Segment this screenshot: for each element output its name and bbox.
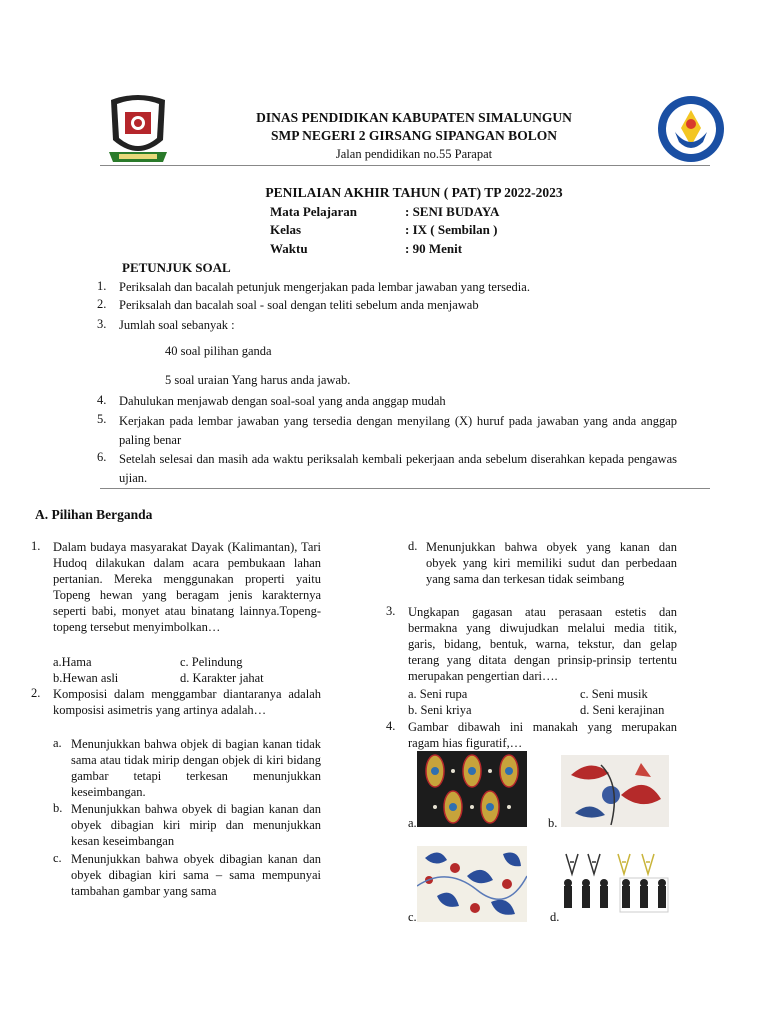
option-d: d. Seni kerajinan: [580, 703, 665, 717]
school-address: Jalan pendidikan no.55 Parapat: [335, 147, 493, 161]
option-text: Menunjukkan bahwa obyek dibagian kanan dan obyek dibagian kiri sama – sama mempunyai tambahan gambar yang sama: [71, 852, 321, 898]
option-b: b. Seni kriya: [408, 703, 472, 717]
bullet-item: 40 soal pilihan ganda: [165, 344, 272, 358]
list-item: Setelah selesai dan masih ada waktu periksalah kembali pekerjaan anda sebelum diserahkan kepada pengawas ujian.: [119, 452, 677, 485]
motif-image-b: [561, 755, 669, 827]
list-item-number: 5.: [97, 412, 107, 426]
field-value-subject: : SENI BUDAYA: [405, 204, 500, 219]
field-value-time: : 90 Menit: [405, 241, 463, 256]
section-heading: A. Pilihan Berganda: [35, 507, 153, 522]
motif-image-c: [417, 846, 527, 922]
header-divider: [100, 165, 710, 166]
option-a: a.Hama: [53, 655, 92, 669]
list-item: Periksalah dan bacalah petunjuk mengerjakan pada lembar jawaban yang tersedia.: [119, 280, 530, 294]
image-label-b: b.: [548, 816, 558, 830]
list-item-number: 2.: [97, 297, 107, 311]
field-value-class: : IX ( Sembilan ): [405, 222, 498, 237]
list-item-number: 3.: [97, 317, 107, 331]
image-label-c: c.: [408, 910, 417, 924]
question-text: Komposisi dalam menggambar diantaranya adalah komposisi asimetris yang artinya adalah…: [53, 687, 321, 717]
agency-name: DINAS PENDIDIKAN KABUPATEN SIMALUNGUN: [256, 110, 572, 125]
option-text: Menunjukkan bahwa objek di bagian kanan tidak sama atau tidak mirip dengan objek di kiri bidang gambar tetapi terkesan menunjukkan keseimbangan.: [71, 737, 321, 799]
instructions-heading: PETUNJUK SOAL: [122, 260, 231, 275]
list-item-number: 6.: [97, 450, 107, 464]
list-item-number: 4.: [97, 393, 107, 407]
instructions-divider: [100, 488, 710, 489]
question-text: Gambar dibawah ini manakah yang merupakan ragam hias figuratif,…: [408, 720, 677, 750]
list-item: Jumlah soal sebanyak :: [119, 318, 235, 332]
list-item: Dahulukan menjawab dengan soal-soal yang anda anggap mudah: [119, 394, 446, 408]
motif-image-d: [558, 846, 673, 922]
option-key: d.: [408, 539, 418, 553]
motif-image-a: [417, 751, 527, 827]
question-number: 3.: [386, 604, 396, 618]
list-item-number: 1.: [97, 279, 107, 293]
question-number: 1.: [31, 539, 41, 553]
option-text: Menunjukkan bahwa obyek yang kanan dan obyek yang kiri memiliki sudut dan perbedaan yang sama dan terkesan tidak seimbang: [426, 540, 677, 586]
bullet-item: 5 soal uraian Yang harus anda jawab.: [165, 373, 351, 387]
option-key: c.: [53, 851, 62, 865]
school-name: SMP NEGERI 2 GIRSANG SIPANGAN BOLON: [271, 128, 557, 143]
question-text: Ungkapan gagasan atau perasaan estetis dan bermakna yang diwujudkan melalui media titik, garis, bidang, bentuk, warna, tekstur, dan gelap terang yang ditata dengan prinsip-prinsip tertentu merupakan pengertian dari….: [408, 605, 677, 683]
field-label-subject: Mata Pelajaran: [270, 204, 358, 219]
option-c: c. Seni musik: [580, 687, 648, 701]
exam-title: PENILAIAN AKHIR TAHUN ( PAT) TP 2022-2023: [265, 185, 563, 200]
option-a: a. Seni rupa: [408, 687, 468, 701]
question-number: 2.: [31, 686, 41, 700]
option-c: c. Pelindung: [180, 655, 243, 669]
image-label-a: a.: [408, 816, 417, 830]
option-key: a.: [53, 736, 62, 750]
question-number: 4.: [386, 719, 396, 733]
option-text: Menunjukkan bahwa obyek di bagian kanan dan obyek dibagian kiri mirip dan menunjukkan kesan keseimbangan: [71, 802, 321, 848]
list-item: Periksalah dan bacalah soal - soal dengan teliti sebelum anda menjawab: [119, 298, 479, 312]
option-b: b.Hewan asli: [53, 671, 119, 685]
option-key: b.: [53, 801, 63, 815]
image-label-d: d.: [550, 910, 560, 924]
list-item: Kerjakan pada lembar jawaban yang tersedia dengan menyilang (X) huruf pada jawaban yang anda anggap paling benar: [119, 414, 677, 447]
question-text: Dalam budaya masyarakat Dayak (Kalimantan), Tari Hudoq dilakukan dalam acara pembukaan lahan pertanian. Mereka menggunakan properti yaitu Topeng hewan yang beragam jenis karakternya seperti babi, monyet atau binatang lainnya.Topeng-topeng tersebut menyimbolkan…: [53, 540, 321, 634]
field-label-class: Kelas: [270, 222, 302, 237]
field-label-time: Waktu: [270, 241, 308, 256]
option-d: d. Karakter jahat: [180, 671, 264, 685]
